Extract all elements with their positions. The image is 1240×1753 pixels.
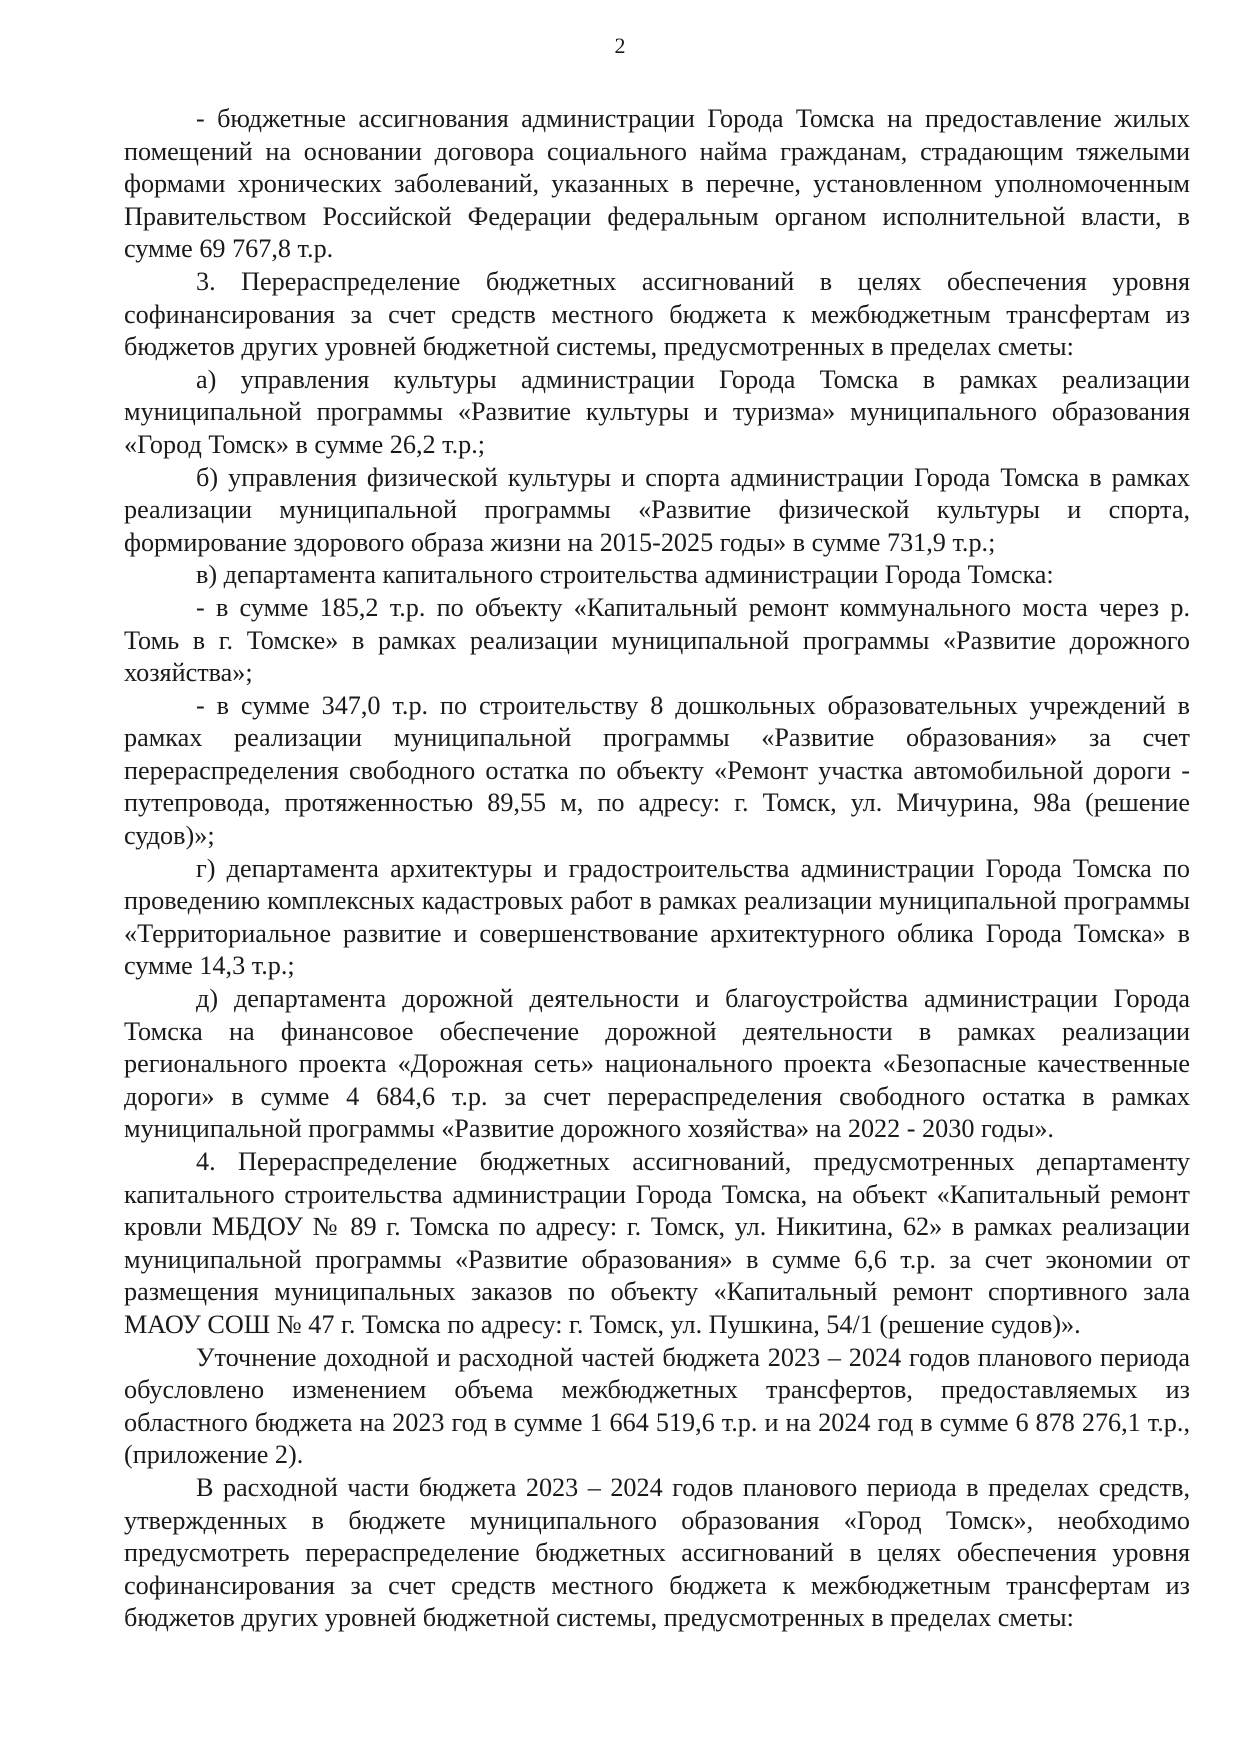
paragraph-item-3v-bridge: - в сумме 185,2 т.р. по объекту «Капитальный ремонт коммунального моста через р. Томь в г. Томске» в рамках реализации муниципальной программы «Развитие дорожного хозяйства»; bbox=[124, 592, 1190, 688]
paragraph-budget-refinement: Уточнение доходной и расходной частей бюджета 2023 – 2024 годов планового периода обусловлено изменением объема межбюджетных трансфертов, предоставляемых из областного бюджета на 2023 год в сумме 1 664 519,6 т.р. и на 2024 год в сумме 6 878 276,1 т.р., (приложение 2). bbox=[124, 1342, 1190, 1470]
paragraph-item-3d: д) департамента дорожной деятельности и благоустройства администрации Города Томска на финансовое обеспечение дорожной деятельности в рамках реализации регионального проекта «Дорожная сеть» национального проекта «Безопасные качественные дороги» в сумме 4 684,6 т.р. за счет перераспределения свободного остатка в рамках муниципальной программы «Развитие дорожного хозяйства» на 2022 - 2030 годы». bbox=[124, 984, 1190, 1144]
paragraph-item-4: 4. Перераспределение бюджетных ассигнований, предусмотренных департаменту капитального строительства администрации Города Томска, на объект «Капитальный ремонт кровли МБДОУ № 89 г. Томска по адресу: г. Томск, ул. Никитина, 62» в рамках реализации муниципальной программы «Развитие образования» в сумме 6,6 т.р. за счет экономии от размещения муниципальных заказов по объекту «Капитальный ремонт спортивного зала МАОУ СОШ № 47 г. Томска по адресу: г. Томск, ул. Пушкина, 54/1 (решение судов)». bbox=[124, 1147, 1190, 1339]
paragraph-item-3g: г) департамента архитектуры и градостроительства администрации Города Томска по проведению комплексных кадастровых работ в рамках реализации муниципальной программы «Территориальное развитие и совершенствование архитектурного облика Города Томска» в сумме 14,3 т.р.; bbox=[124, 853, 1190, 981]
paragraph-expenditure-part: В расходной части бюджета 2023 – 2024 годов планового периода в пределах средств, утвержденных в бюджете муниципального образования «Город Томск», необходимо предусмотреть перераспределение бюджетных ассигнований в целях обеспечения уровня софинансирования за счет средств местного бюджета к межбюджетным трансфертам из бюджетов других уровней бюджетной системы, предусмотренных в пределах сметы: bbox=[124, 1472, 1190, 1633]
paragraph-item-3v: в) департамента капитального строительства администрации Города Томска: bbox=[196, 560, 1054, 590]
paragraph-item-3: 3. Перераспределение бюджетных ассигнований в целях обеспечения уровня софинансирования за счет средств местного бюджета к межбюджетным трансфертам из бюджетов других уровней бюджетной системы, предусмотренных в пределах сметы: bbox=[124, 266, 1190, 362]
paragraph-housing-allocations: - бюджетные ассигнования администрации Города Томска на предоставление жилых помещений на основании договора социального найма гражданам, страдающим тяжелыми формами хронических заболеваний, указанных в перечне, установленном уполномоченным Правительством Российской Федерации федеральным органом исполнительной власти, в сумме 69 767,8 т.р. bbox=[124, 104, 1190, 264]
paragraph-item-3a: а) управления культуры администрации Города Томска в рамках реализации муниципальной программы «Развитие культуры и туризма» муниципального образования «Город Томск» в сумме 26,2 т.р.; bbox=[124, 364, 1190, 459]
page-number: 2 bbox=[614, 33, 626, 58]
paragraph-item-3v-schools: - в сумме 347,0 т.р. по строительству 8 дошкольных образовательных учреждений в рамках реализации муниципальной программы «Развитие образования» за счет перераспределения свободного остатка по объекту «Ремонт участка автомобильной дороги - путепровода, протяженностью 89,55 м, по адресу: г. Томск, ул. Мичурина, 98а (решение судов)»; bbox=[124, 690, 1190, 851]
document-body bbox=[124, 103, 1190, 1635]
paragraph-item-3b: б) управления физической культуры и спорта администрации Города Томска в рамках реализации муниципальной программы «Развитие физической культуры и спорта, формирование здорового образа жизни на 2015-2025 годы» в сумме 731,9 т.р.; bbox=[124, 462, 1190, 557]
